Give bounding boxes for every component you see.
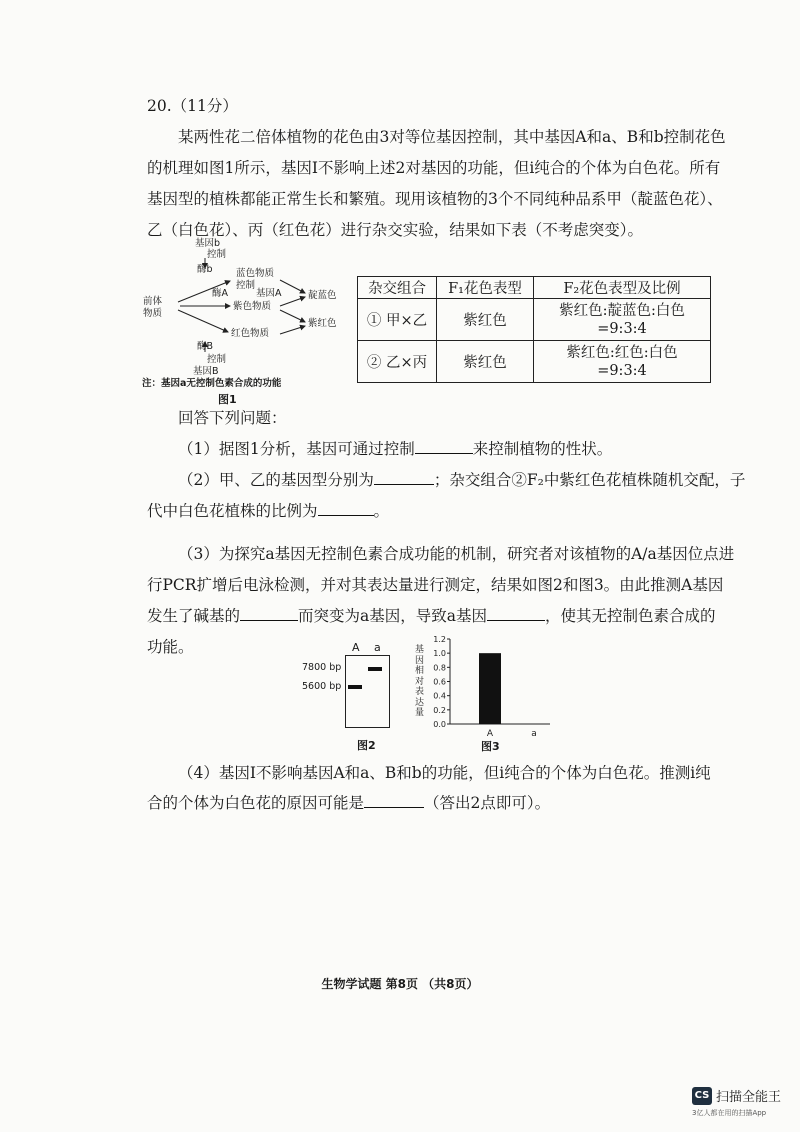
label-purple-substance: 紫色物质 [233,301,272,312]
figure-1-note: 注：基因a无控制色素合成的功能 [142,378,282,389]
q2-genotype-blank[interactable] [374,470,434,485]
label-control-top: 控制 [207,249,227,260]
gel-frame [345,655,390,728]
figure-1-caption: 图1 [218,393,237,406]
figure-2-gel [300,640,400,760]
f2-ratio-values: =9:3:4 [597,362,647,379]
q3-effect-blank[interactable] [487,606,545,621]
label-indigo: 靛蓝色 [308,290,337,301]
band-label-5600: 5600 bp [302,681,342,692]
q3-mutation-blank[interactable] [240,606,298,621]
question-4-line-1: （4）基因I不影响基因A和a、B和b的功能，但i纯合的个体为白色花。推测i纯 [178,764,711,782]
figure-3-chart [410,635,560,760]
question-3-line-4: 功能。 [147,638,194,656]
question-1 [178,439,612,459]
bar-A [479,653,501,724]
intro-line-4: 乙（白色花）、丙（红色花）进行杂交实验，结果如下表（不考虑突变）。 [147,221,644,239]
band-A-5600 [348,685,362,689]
q2-text-middle: ；杂交组合②F₂中紫红色花植株随机交配，子 [433,471,746,489]
q1-text-after: 来控制植物的性状。 [472,440,613,458]
band-a-7800 [368,667,382,671]
page-footer: 生物学试题 第8页 （共8页） [321,977,479,991]
cell-f2 [534,299,711,341]
cell-f1: 紫红色 [437,299,534,341]
label-enzyme-a: 酶A [212,288,228,299]
question-2-line-1 [178,470,745,490]
label-substance: 物质 [143,308,163,319]
cross-results-table [357,276,711,383]
q4-line2-after: （答出2点即可）。 [424,794,551,812]
q3-line3-before: 发生了碱基的 [147,607,241,625]
y-tick-label: 0.4 [433,691,446,701]
y-tick-label: 0.6 [433,677,446,687]
col-header-cross: 杂交组合 [358,277,437,299]
y-label-char: 对 [415,676,425,687]
q3-line3-mid: 而突变为a基因，导致a基因 [298,607,487,625]
y-tick-label: 1.0 [433,649,446,659]
cell-cross: ② 乙×丙 [358,341,437,383]
intro-line-1: 某两性花二倍体植物的花色由3对等位基因控制，其中基因A和a、B和b控制花色 [178,128,726,146]
y-label-char: 相 [415,666,425,676]
label-gene-b: 基因b [195,238,221,249]
scanner-app-name: 扫描全能王 [716,1090,782,1105]
x-tick-label: a [531,729,537,739]
q4-line2-before: 合的个体为白色花的原因可能是 [147,794,365,812]
figure-2-caption: 图2 [357,739,376,752]
q4-answer-blank[interactable] [364,793,424,808]
lane-label-a: a [374,641,381,654]
question-3-line-2: 行PCR扩增后电泳检测，并对其表达量进行测定，结果如图2和图3。由此推测A基因 [147,576,724,594]
y-label-char: 因 [415,655,425,666]
y-tick-label: 1.2 [433,635,446,644]
col-header-f2: F₂花色表型及比例 [534,277,711,299]
label-red-substance: 红色物质 [231,328,270,339]
question-4-line-2 [147,793,550,813]
q1-text-before: （1）据图1分析，基因可通过控制 [178,440,415,458]
label-enzyme-b: 酶b [197,264,213,275]
q1-answer-blank[interactable] [415,439,473,454]
y-tick-label: 0.0 [433,720,446,729]
q2-line2-before: 代中白色花植株的比例为 [147,502,318,520]
figure-3-caption: 图3 [481,740,500,753]
cell-cross: ① 甲×乙 [358,299,437,341]
label-precursor: 前体 [143,296,163,307]
table-row [358,299,711,341]
lane-label-A: A [352,641,360,654]
col-header-f1: F₁花色表型 [437,277,534,299]
y-tick-label: 0.2 [433,705,446,715]
y-label-char: 达 [415,697,425,708]
q3-line3-after: ，使其无控制色素合成的 [545,607,716,625]
scanner-watermark [692,1086,781,1118]
intro-line-2: 的机理如图1所示，基因I不影响上述2对基因的功能，但i纯合的个体为白色花。所有 [147,159,721,177]
table-row [358,341,711,383]
question-3-line-3 [147,606,716,626]
question-3-line-1: （3）为探究a基因无控制色素合成功能的机制，研究者对该植物的A/a基因位点进 [178,545,735,563]
f2-ratio-values: =9:3:4 [597,320,647,337]
y-label-char: 表 [415,687,425,697]
f2-ratio-labels: 紫红色:红色:白色 [566,344,678,361]
label-control-mid: 控制 [236,280,256,291]
x-tick-label: A [486,729,494,739]
label-blue-substance: 蓝色物质 [236,268,275,279]
scanner-tagline: 3亿人都在用的扫描App [692,1109,767,1117]
label-gene-B: 基因B [193,366,219,377]
q2-line2-after: 。 [373,502,390,520]
question-number: 20.（11分） [147,97,238,115]
band-label-7800: 7800 bp [302,662,342,673]
table-header-row [358,277,711,299]
intro-line-3: 基因型的植株都能正常生长和繁殖。现用该植物的3个不同纯种品系甲（靛蓝色花）、 [147,190,723,208]
q2-ratio-blank[interactable] [318,501,374,516]
label-gene-a: 基因A [256,288,282,299]
y-label-char: 基 [415,645,425,655]
label-enzyme-B: 酶B [197,341,214,352]
y-label-char: 量 [415,708,425,718]
answer-prompt: 回答下列问题： [178,409,287,427]
cell-f1: 紫红色 [437,341,534,383]
scanner-logo-icon: CS [692,1087,712,1105]
q2-text-before: （2）甲、乙的基因型分别为 [178,471,374,489]
y-tick-label: 0.8 [433,663,446,673]
f2-ratio-labels: 紫红色:靛蓝色:白色 [559,302,685,319]
figure-1-pathway [140,238,355,398]
label-purple-red: 紫红色 [308,318,337,329]
label-control-bottom: 控制 [207,354,227,365]
question-2-line-2 [147,501,389,521]
cell-f2 [534,341,711,383]
